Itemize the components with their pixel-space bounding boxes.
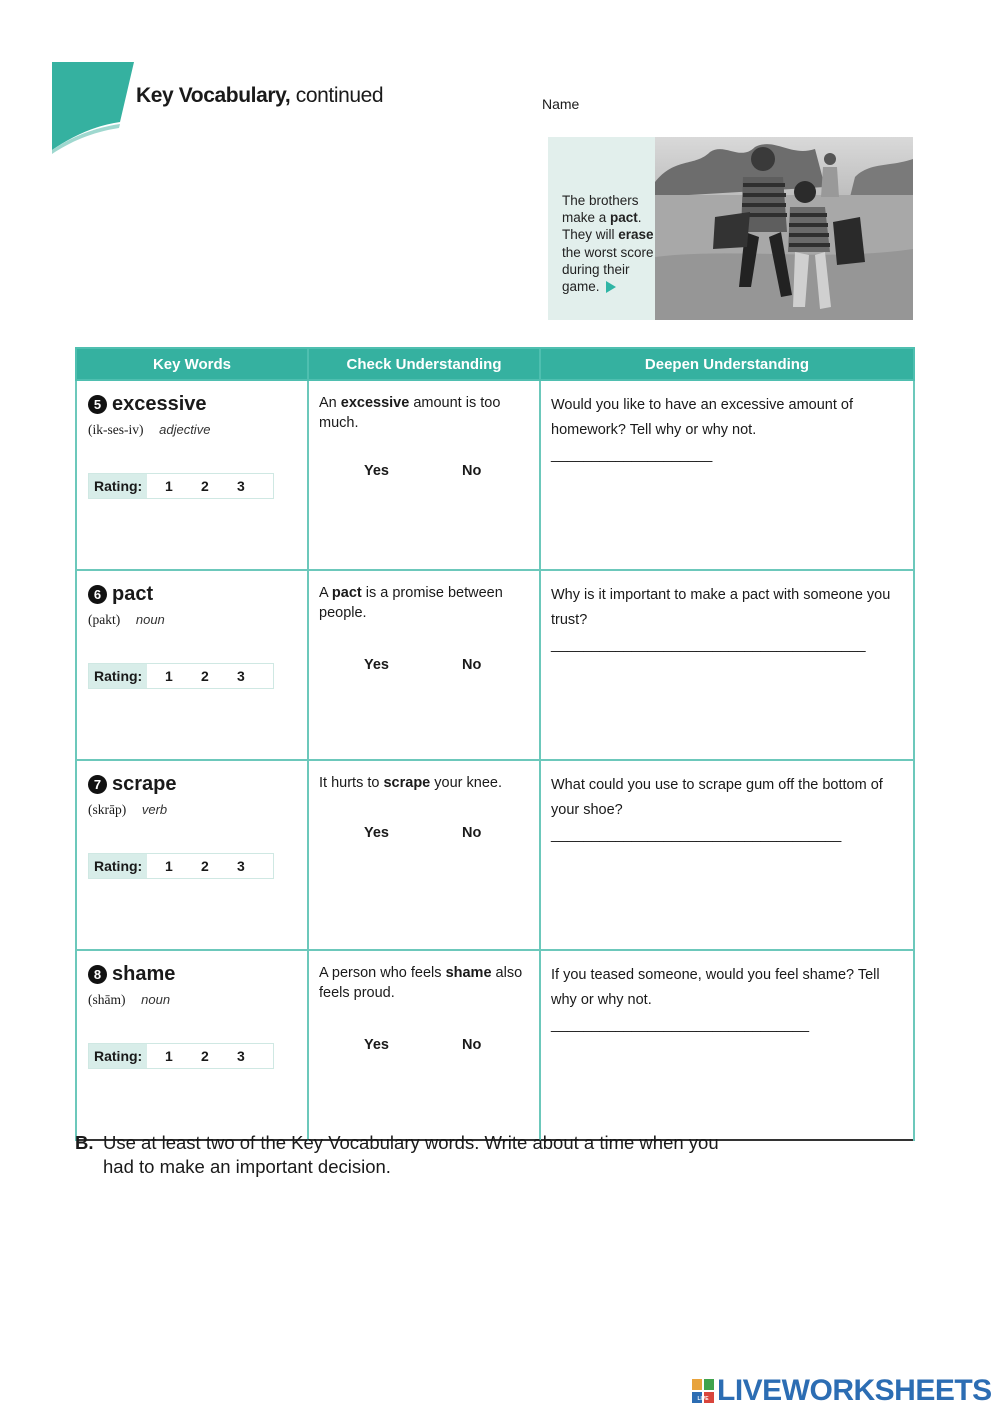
word-text: scrape: [112, 773, 177, 795]
check-text-post: is a promise between people.: [319, 585, 503, 621]
part-b-prompt: [75, 1131, 775, 1179]
header-deepen-understanding: Deepen Understanding: [540, 348, 914, 380]
pronunciation-line: [88, 612, 307, 628]
part-b-line-2: had to make an important decision.: [103, 1156, 391, 1177]
svg-text:LIVE: LIVE: [697, 1396, 709, 1402]
rating-box: [88, 1043, 274, 1069]
part-of-speech: noun: [135, 612, 165, 627]
section-tab-graphic: [52, 62, 142, 154]
key-word: [88, 393, 307, 416]
caption-word-pact: pact: [610, 210, 638, 226]
check-statement: [319, 773, 529, 793]
pronunciation: (shām): [88, 992, 126, 1007]
rating-label: Rating:: [89, 1044, 147, 1068]
yes-option[interactable]: Yes: [364, 1037, 389, 1053]
part-of-speech: adjective: [159, 422, 211, 437]
header-key-words: Key Words: [76, 348, 308, 380]
check-word-bold: scrape: [383, 775, 431, 791]
no-option[interactable]: No: [462, 463, 482, 479]
photo-caption: [562, 192, 657, 295]
word-number-badge: 5: [88, 395, 107, 414]
rating-options: [147, 1044, 273, 1068]
logo-text: LIVEWORKSHEETS: [717, 1374, 992, 1407]
deepen-question[interactable]: What could you use to scrape gum off the bottom of your shoe? ____________________________________: [551, 777, 883, 843]
key-word: [88, 773, 307, 796]
key-word-cell: [76, 760, 308, 950]
check-text-pre: A person who feels: [319, 965, 446, 981]
part-b-letter: B.: [75, 1132, 94, 1153]
rating-option-1[interactable]: 1: [165, 1048, 173, 1064]
rating-options: [147, 664, 273, 688]
yes-option[interactable]: Yes: [364, 657, 389, 673]
yes-option[interactable]: Yes: [364, 463, 389, 479]
liveworksheets-mark-icon: [692, 1379, 714, 1403]
check-word-bold: pact: [331, 585, 362, 601]
rating-option-1[interactable]: 1: [165, 668, 173, 684]
rating-label: Rating:: [89, 474, 147, 498]
rating-option-2[interactable]: 2: [201, 1048, 209, 1064]
check-text-post: your knee.: [430, 775, 502, 791]
no-option[interactable]: No: [462, 825, 482, 841]
check-word-bold: excessive: [340, 395, 410, 411]
rating-option-2[interactable]: 2: [201, 668, 209, 684]
key-word: [88, 583, 307, 606]
pronunciation-line: [88, 992, 307, 1008]
caption-arrow-icon: [606, 281, 616, 293]
key-word-cell: [76, 950, 308, 1140]
check-text-pre: It hurts to: [319, 775, 384, 791]
check-understanding-cell: [308, 380, 540, 570]
key-word-cell: [76, 570, 308, 760]
rating-label: Rating:: [89, 854, 147, 878]
name-label: Name: [542, 96, 580, 112]
rating-option-1[interactable]: 1: [165, 858, 173, 874]
table-row: [76, 380, 914, 570]
pronunciation-line: [88, 422, 307, 438]
yes-option[interactable]: Yes: [364, 825, 389, 841]
deepen-question[interactable]: Why is it important to make a pact with someone you trust? _______________________________________: [551, 587, 891, 653]
no-option[interactable]: No: [462, 657, 482, 673]
deepen-question[interactable]: Would you like to have an excessive amount of homework? Tell why or why not. ____________________: [551, 397, 853, 463]
rating-box: [88, 473, 274, 499]
caption-text-1: The brothers make a: [562, 193, 639, 226]
vocabulary-table: [75, 347, 915, 1141]
check-statement: [319, 963, 529, 1003]
rating-option-3[interactable]: 3: [237, 668, 245, 684]
caption-word-erase: erase: [618, 227, 654, 243]
rating-option-3[interactable]: 3: [237, 1048, 245, 1064]
deepen-understanding-cell: [540, 760, 914, 950]
table-header-row: [76, 348, 914, 380]
header-check-understanding: Check Understanding: [308, 348, 540, 380]
pronunciation: (skrāp): [88, 802, 127, 817]
word-text: excessive: [112, 393, 207, 415]
deepen-understanding-cell: [540, 950, 914, 1140]
no-option[interactable]: No: [462, 1037, 482, 1053]
page-title: [136, 84, 383, 108]
word-number-badge: 7: [88, 775, 107, 794]
pronunciation: (pakt): [88, 612, 121, 627]
rating-option-2[interactable]: 2: [201, 858, 209, 874]
rating-options: [147, 474, 273, 498]
check-text-pre: A: [319, 585, 332, 601]
liveworksheets-logo[interactable]: [692, 1375, 992, 1407]
part-of-speech: verb: [141, 802, 168, 817]
golf-brothers-photo: [655, 137, 913, 320]
pronunciation: (ik-ses-iv): [88, 422, 144, 437]
check-text-post: amount is too much.: [319, 395, 501, 431]
word-text: shame: [112, 963, 176, 985]
key-word: [88, 963, 307, 986]
rating-label: Rating:: [89, 664, 147, 688]
check-understanding-cell: [308, 760, 540, 950]
check-word-bold: shame: [445, 965, 492, 981]
rating-options: [147, 854, 273, 878]
table-row: [76, 760, 914, 950]
check-text-pre: An: [319, 395, 341, 411]
rating-option-2[interactable]: 2: [201, 478, 209, 494]
rating-box: [88, 853, 274, 879]
rating-option-3[interactable]: 3: [237, 858, 245, 874]
table-row: [76, 950, 914, 1140]
word-number-badge: 8: [88, 965, 107, 984]
part-b-line-1: Use at least two of the Key Vocabulary words. Write about a time when you: [103, 1132, 719, 1153]
deepen-understanding-cell: [540, 570, 914, 760]
rating-option-3[interactable]: 3: [237, 478, 245, 494]
rating-option-1[interactable]: 1: [165, 478, 173, 494]
check-text-post: also feels proud.: [319, 965, 523, 1001]
rating-box: [88, 663, 274, 689]
caption-text-3: the worst score during their game.: [562, 244, 654, 295]
pronunciation-line: [88, 802, 307, 818]
deepen-question[interactable]: If you teased someone, would you feel shame? Tell why or why not. ________________________________: [551, 967, 880, 1033]
table-row: [76, 570, 914, 760]
key-word-cell: [76, 380, 308, 570]
caption-text-2: . They will: [562, 210, 642, 243]
check-statement: [319, 393, 529, 433]
check-statement: [319, 583, 529, 623]
part-of-speech: noun: [141, 992, 171, 1007]
check-understanding-cell: [308, 570, 540, 760]
check-understanding-cell: [308, 950, 540, 1140]
title-bold: Key Vocabulary,: [136, 84, 291, 107]
deepen-understanding-cell: [540, 380, 914, 570]
word-text: pact: [112, 583, 154, 605]
title-continued: continued: [290, 84, 384, 107]
word-number-badge: 6: [88, 585, 107, 604]
